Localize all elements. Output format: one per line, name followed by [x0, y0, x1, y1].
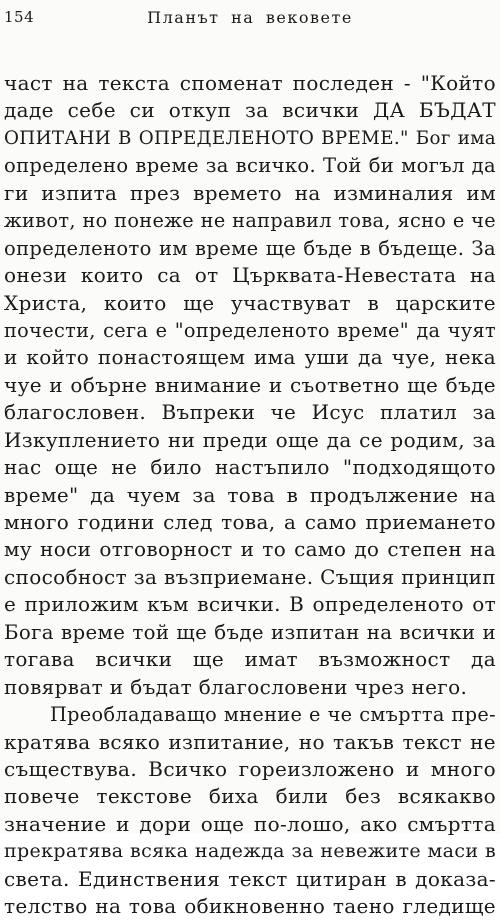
- text-line: кратява всяко изпитание, но такъв текст не: [4, 729, 496, 754]
- text-line: ги изпита през времето на изминалия им: [4, 180, 496, 205]
- text-line: почести, сега е "определеното време" да чуят: [4, 318, 496, 342]
- text-line: съществува. Всичко гореизложено и много: [4, 756, 496, 781]
- text-line: телство на това обикновенно таено гледище: [4, 894, 496, 919]
- text-line: повече текстове биха били без всякакво: [4, 784, 496, 809]
- text-line: нас още не било настъпило "подходящото: [4, 455, 496, 480]
- text-line: онези които са от Църквата-Невестата на: [4, 263, 496, 288]
- text-line: е приложим към всички. В определеното от: [4, 592, 496, 617]
- text-line: Изкуплението ни преди още да се родим, за: [4, 427, 496, 452]
- text-line: даде себе си откуп за всички ДА БЪДАТ: [4, 98, 496, 123]
- text-line: определено време за всичко. Той би могъл да: [4, 154, 496, 178]
- page-number: 154: [4, 8, 35, 26]
- text-line: определеното им време ще бъде в бъдеще. За: [4, 236, 496, 260]
- text-line: ОПИТАНИ В ОПРЕДЕЛЕНОТО ВРЕМЕ." Бог има: [4, 127, 496, 149]
- text-line: значение и дори още по-лошо, ако смъртта: [4, 811, 496, 836]
- text-line: му носи отговорност и то само до степен на: [4, 537, 496, 562]
- running-title: Планът на вековете: [147, 8, 353, 27]
- text-line: тогава всички ще имат възможност да: [4, 647, 496, 672]
- text-line: много години след това, а само приемането: [4, 510, 496, 534]
- body-text: [4, 70, 496, 921]
- text-line: част на текста споменат последен - "Който: [4, 71, 496, 95]
- text-line: способност за възприемане. Същия принцип: [4, 564, 496, 589]
- text-line: време" да чуем за това в продължение на: [4, 482, 496, 507]
- running-head: [0, 8, 500, 30]
- text-line: Бога време той ще бъде изпитан на всички и: [4, 620, 496, 644]
- paragraph-last-line: повярват и бъдат благословени чрез него.: [4, 674, 468, 699]
- text-line: благословен. Въпреки че Исус платил за: [4, 400, 496, 425]
- text-line: света. Единствения текст цитиран в доказа-: [4, 866, 496, 891]
- text-line: Христа, които ще участвуват в царските: [4, 290, 496, 315]
- paragraph-first-line: Преобладаващо мнение е че смъртта пре-: [50, 703, 496, 727]
- text-line: чуе и обърне внимание и съответно ще бъде: [4, 372, 496, 397]
- text-line: прекратява всяка надежда за невежите маси в: [4, 840, 496, 863]
- text-line: и който понастоящем има уши да чуе, нека: [4, 345, 496, 370]
- text-line: живот, но понеже не направил това, ясно е че: [4, 209, 496, 233]
